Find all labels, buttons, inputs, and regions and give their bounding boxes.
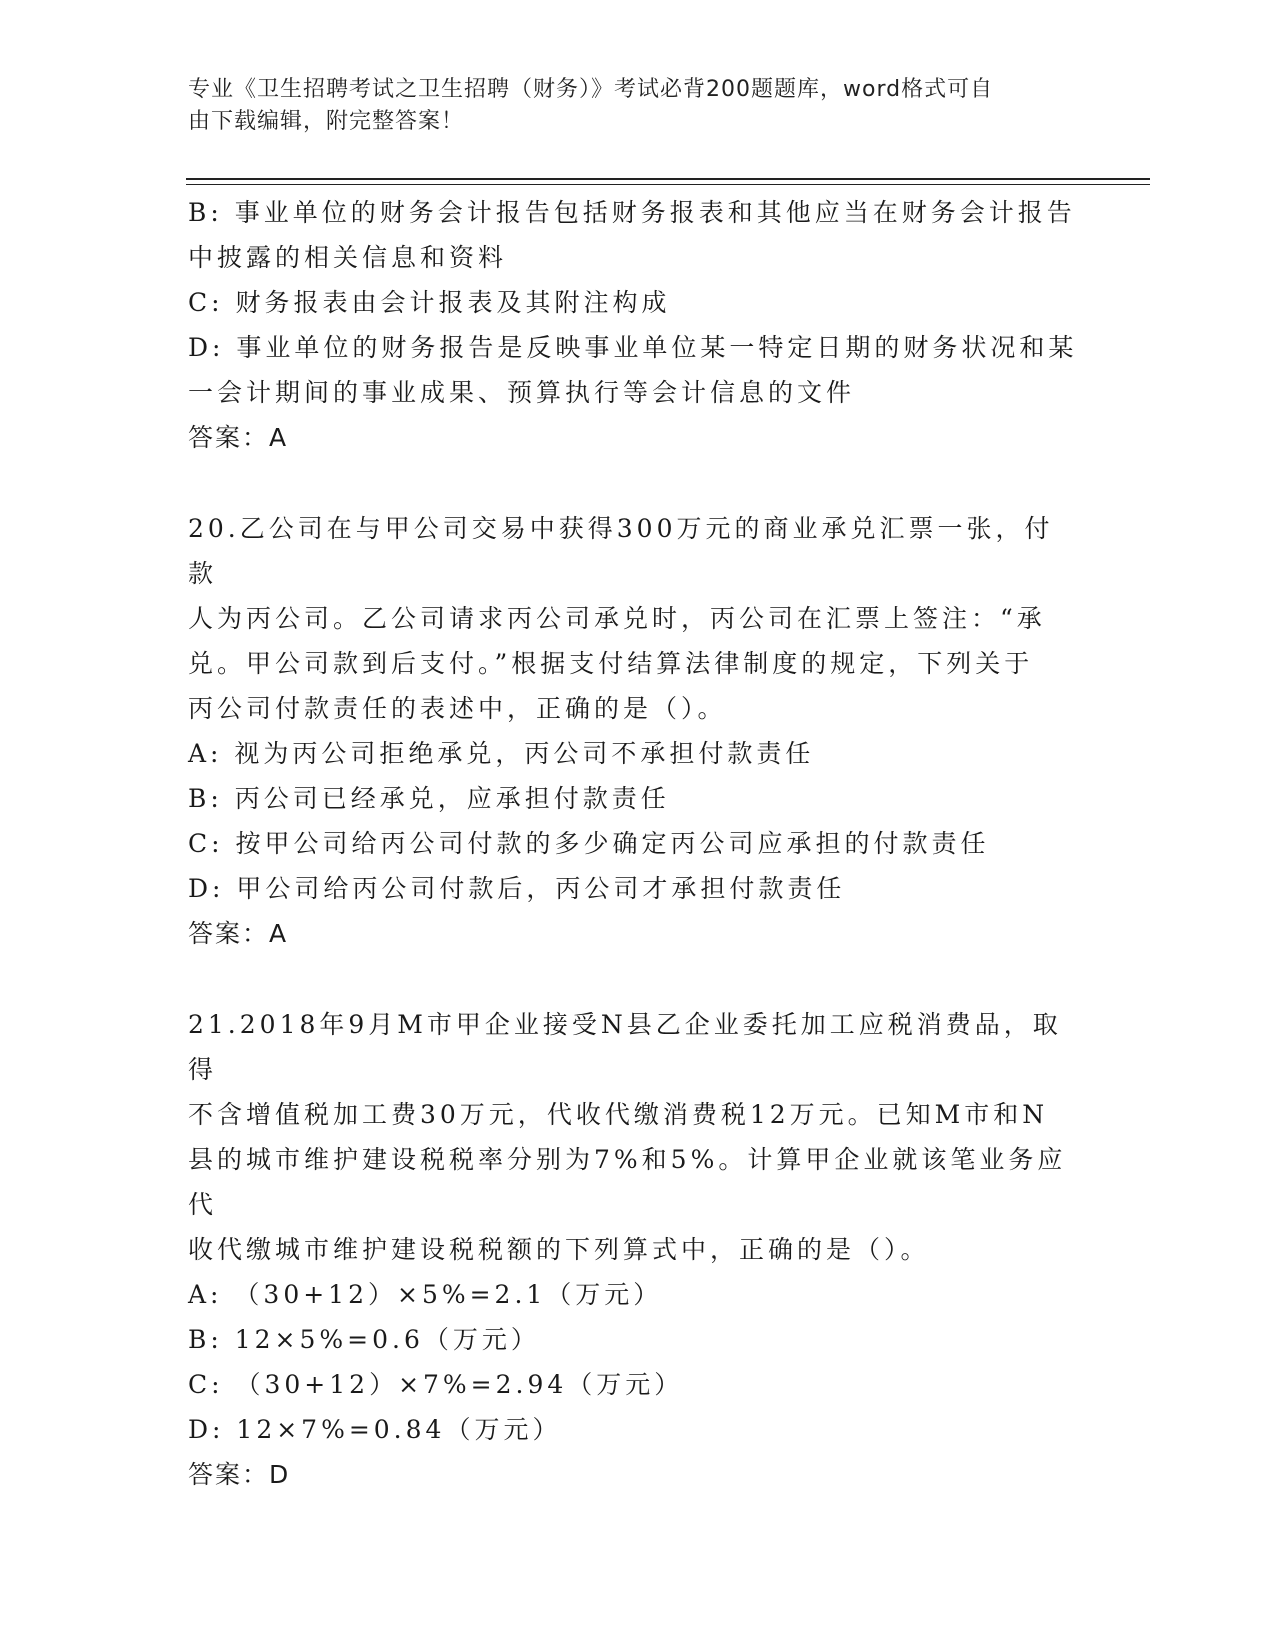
question-19-block (188, 190, 1078, 460)
question-stem-line-3: 兑。甲公司款到后支付。”根据支付结算法律制度的规定，下列关于 (188, 649, 1034, 678)
option-d-line-2: 一会计期间的事业成果、预算执行等会计信息的文件 (188, 378, 856, 407)
header-line-1: 专业《卫生招聘考试之卫生招聘（财务）》考试必背200题题库，word格式可自 (188, 77, 994, 102)
document-header (188, 74, 1068, 138)
option-c: C: 按甲公司给丙公司付款的多少确定丙公司应承担的付款责任 (188, 829, 990, 858)
question-stem-line-4: 丙公司付款责任的表述中，正确的是（）。 (188, 694, 727, 723)
option-c: C: （30+12）×7%=2.94（万元） (188, 1370, 684, 1399)
option-a: A: （30+12）×5%=2.1（万元） (188, 1280, 663, 1309)
spacer (188, 956, 1078, 1002)
option-b-line-1: B: 事业单位的财务会计报告包括财务报表和其他应当在财务会计报告 (188, 198, 1076, 227)
answer-label: 答案：A (188, 423, 289, 452)
header-divider-thick (186, 178, 1150, 180)
question-stem-line-3: 县的城市维护建设税税率分别为7%和5%。计算甲企业就该笔业务应代 (188, 1145, 1067, 1219)
option-c: C: 财务报表由会计报表及其附注构成 (188, 288, 671, 317)
option-b: B: 丙公司已经承兑，应承担付款责任 (188, 784, 670, 813)
question-stem-line-2: 人为丙公司。乙公司请求丙公司承兑时，丙公司在汇票上签注：“承 (188, 604, 1046, 633)
question-content (188, 190, 1078, 1497)
option-d-line-1: D: 事业单位的财务报告是反映事业单位某一特定日期的财务状况和某 (188, 333, 1078, 362)
option-b: B: 12×5%=0.6（万元） (188, 1325, 540, 1354)
header-divider-thin (186, 184, 1150, 185)
answer-label: 答案：A (188, 919, 289, 948)
question-stem-line-1: 21.2018年9月M市甲企业接受N县乙企业委托加工应税消费品，取得 (188, 1010, 1062, 1084)
option-d: D: 甲公司给丙公司付款后，丙公司才承担付款责任 (188, 874, 846, 903)
question-stem-line-4: 收代缴城市维护建设税税额的下列算式中，正确的是（）。 (188, 1235, 930, 1264)
question-21-block (188, 1002, 1078, 1497)
question-20-block (188, 506, 1078, 956)
question-stem-line-1: 20.乙公司在与甲公司交易中获得300万元的商业承兑汇票一张，付款 (188, 514, 1054, 588)
answer-label: 答案：D (188, 1460, 291, 1489)
option-b-line-2: 中披露的相关信息和资料 (188, 243, 508, 272)
spacer (188, 460, 1078, 506)
question-stem-line-2: 不含增值税加工费30万元，代收代缴消费税12万元。已知M市和N (188, 1100, 1049, 1129)
header-line-2: 由下载编辑，附完整答案！ (188, 109, 465, 134)
option-a: A: 视为丙公司拒绝承兑，丙公司不承担付款责任 (188, 739, 815, 768)
option-d: D: 12×7%=0.84（万元） (188, 1415, 562, 1444)
